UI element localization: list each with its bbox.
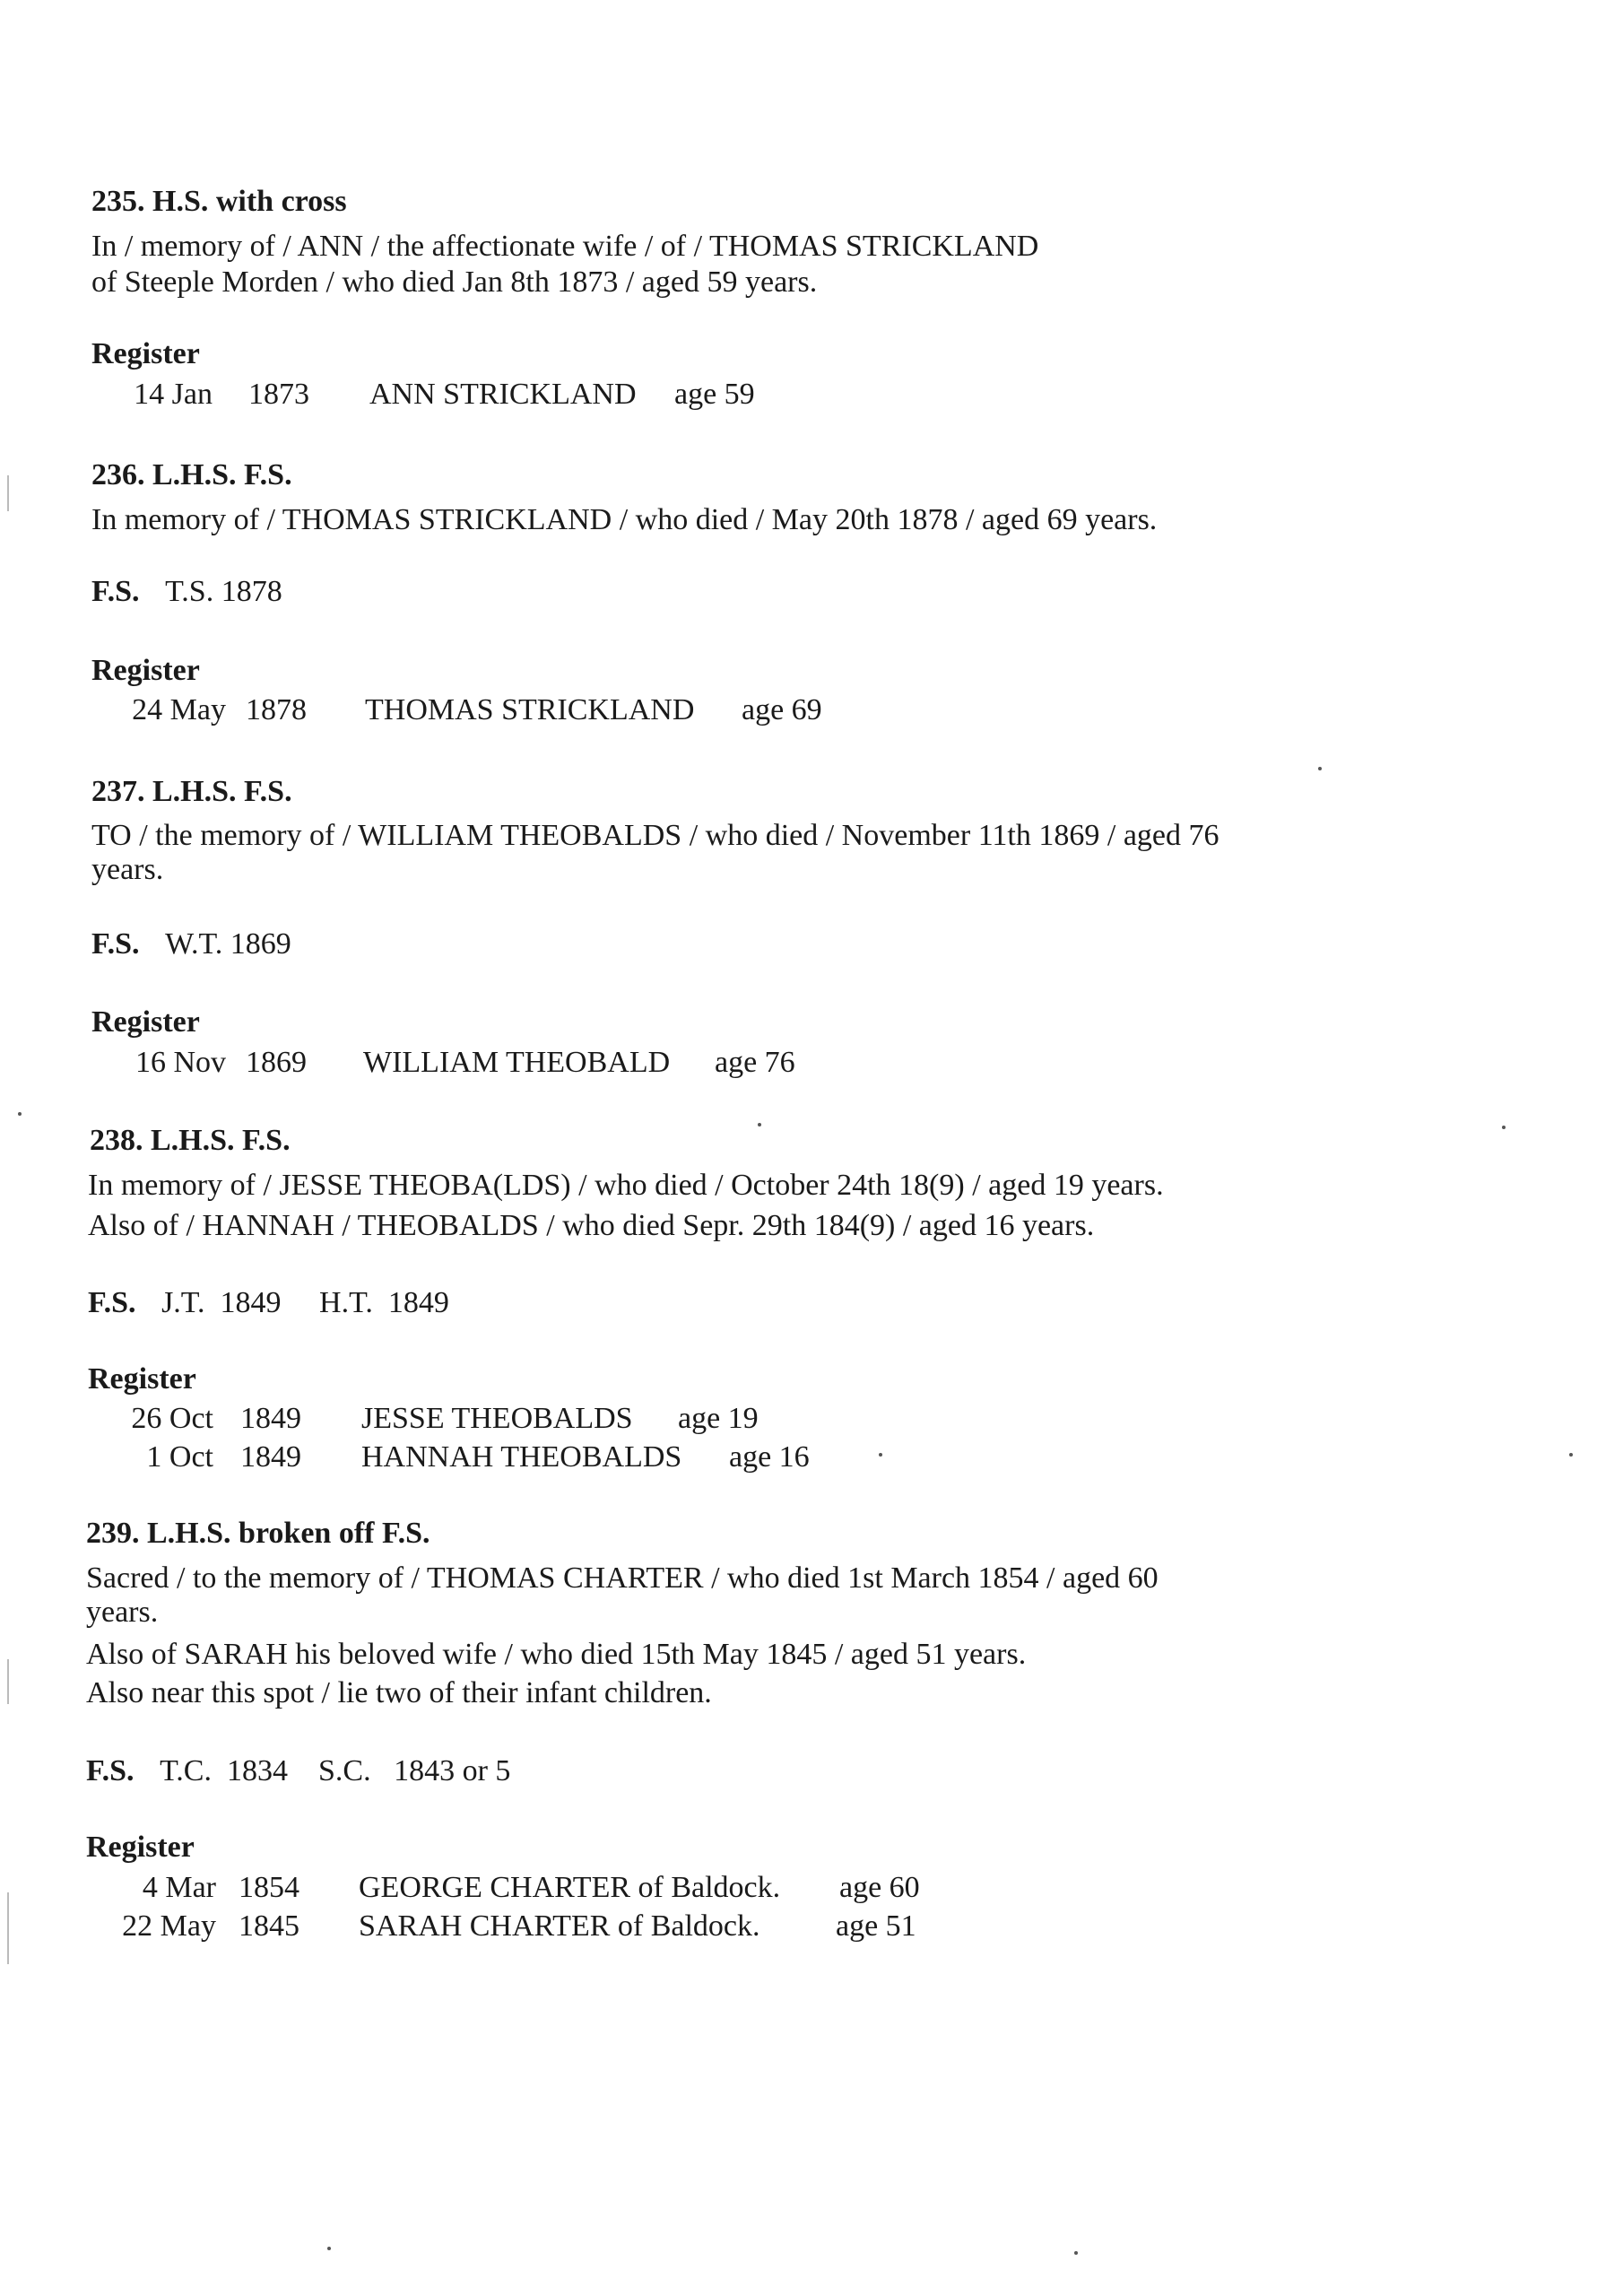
- entry-heading: 235. H.S. with cross: [91, 185, 347, 218]
- register-year: 1878: [246, 693, 307, 726]
- register-date: 16 Nov: [135, 1046, 226, 1079]
- fs-initials: W.T. 1869: [165, 927, 291, 961]
- register-name: SARAH CHARTER of Baldock.: [359, 1909, 760, 1943]
- register-year: 1873: [248, 378, 309, 411]
- scan-edge-mark: [7, 1892, 9, 1964]
- inscription-line: In memory of / THOMAS STRICKLAND / who died / May 20th 1878 / aged 69 years.: [91, 503, 1158, 536]
- register-age: age 69: [742, 693, 822, 726]
- register-age: age 51: [836, 1909, 916, 1943]
- fs-initials: T.C. 1834 S.C. 1843 or 5: [160, 1754, 511, 1787]
- inscription-line: TO / the memory of / WILLIAM THEOBALDS / who died / November 11th 1869 / aged 76: [91, 819, 1219, 852]
- scan-edge-mark: [7, 1659, 9, 1704]
- register-date: 4 Mar: [142, 1871, 216, 1904]
- register-row: [88, 1401, 1343, 1437]
- entry-heading: 239. L.H.S. broken off F.S.: [86, 1517, 430, 1550]
- register-name: GEORGE CHARTER of Baldock.: [359, 1871, 781, 1904]
- register-label: Register: [91, 337, 200, 370]
- register-label: Register: [86, 1831, 195, 1864]
- register-name: THOMAS STRICKLAND: [365, 693, 695, 726]
- inscription-line: In / memory of / ANN / the affectionate wife / of / THOMAS STRICKLAND: [91, 230, 1039, 263]
- inscription-line: Also near this spot / lie two of their infant children.: [86, 1676, 712, 1709]
- register-name: ANN STRICKLAND: [369, 378, 637, 411]
- register-age: age 60: [839, 1871, 920, 1904]
- register-name: WILLIAM THEOBALD: [363, 1046, 671, 1079]
- scan-edge-mark: [7, 475, 9, 511]
- fs-label: F.S.: [91, 575, 140, 608]
- register-label: Register: [91, 1005, 200, 1039]
- fs-line: [91, 926, 291, 962]
- scan-speck: [18, 1112, 22, 1116]
- inscription-line: Also of SARAH his beloved wife / who died 15th May 1845 / aged 51 years.: [86, 1638, 1027, 1671]
- register-date: 26 Oct: [131, 1402, 213, 1435]
- register-row: [86, 1870, 1341, 1906]
- scan-speck: [1318, 767, 1322, 770]
- register-age: age 16: [729, 1440, 810, 1474]
- register-row: [88, 1439, 1343, 1475]
- scan-speck: [1569, 1453, 1573, 1457]
- inscription-line: of Steeple Morden / who died Jan 8th 1873 / aged 59 years.: [91, 265, 818, 299]
- inscription-line: Also of / HANNAH / THEOBALDS / who died Sepr. 29th 184(9) / aged 16 years.: [88, 1209, 1095, 1242]
- scan-speck: [327, 2247, 331, 2250]
- entry-heading: 237. L.H.S. F.S.: [91, 775, 292, 808]
- register-row: [91, 377, 1347, 413]
- register-year: 1854: [239, 1871, 299, 1904]
- register-age: age 76: [715, 1046, 795, 1079]
- fs-line: [91, 574, 282, 610]
- fs-label: F.S.: [88, 1286, 136, 1319]
- register-year: 1849: [240, 1402, 301, 1435]
- register-name: JESSE THEOBALDS: [361, 1402, 633, 1435]
- entry-heading: 238. L.H.S. F.S.: [90, 1124, 291, 1157]
- fs-line: [86, 1753, 510, 1789]
- register-date: 24 May: [132, 693, 226, 726]
- inscription-line: years.: [86, 1596, 159, 1629]
- scan-speck: [1502, 1126, 1506, 1129]
- scan-speck: [1074, 2251, 1078, 2255]
- register-year: 1849: [240, 1440, 301, 1474]
- register-date: 1 Oct: [146, 1440, 213, 1474]
- register-age: age 19: [678, 1402, 759, 1435]
- fs-label: F.S.: [86, 1754, 135, 1787]
- inscription-line: Sacred / to the memory of / THOMAS CHARTER / who died 1st March 1854 / aged 60: [86, 1561, 1159, 1595]
- register-row: [91, 692, 1347, 728]
- register-year: 1869: [246, 1046, 307, 1079]
- inscription-line: In memory of / JESSE THEOBA(LDS) / who died / October 24th 18(9) / aged 19 years.: [88, 1169, 1164, 1202]
- fs-label: F.S.: [91, 927, 140, 961]
- register-label: Register: [91, 654, 200, 687]
- register-row: [91, 1045, 1347, 1081]
- fs-initials: T.S. 1878: [165, 575, 282, 608]
- register-year: 1845: [239, 1909, 299, 1943]
- register-date: 14 Jan: [134, 378, 213, 411]
- register-name: HANNAH THEOBALDS: [361, 1440, 682, 1474]
- inscription-line: years.: [91, 853, 164, 886]
- entry-heading: 236. L.H.S. F.S.: [91, 458, 292, 491]
- register-label: Register: [88, 1362, 196, 1396]
- register-age: age 59: [674, 378, 755, 411]
- fs-line: [88, 1285, 449, 1321]
- register-date: 22 May: [122, 1909, 216, 1943]
- register-row: [86, 1909, 1341, 1944]
- fs-initials: J.T. 1849 H.T. 1849: [161, 1286, 449, 1319]
- scan-speck: [758, 1123, 761, 1126]
